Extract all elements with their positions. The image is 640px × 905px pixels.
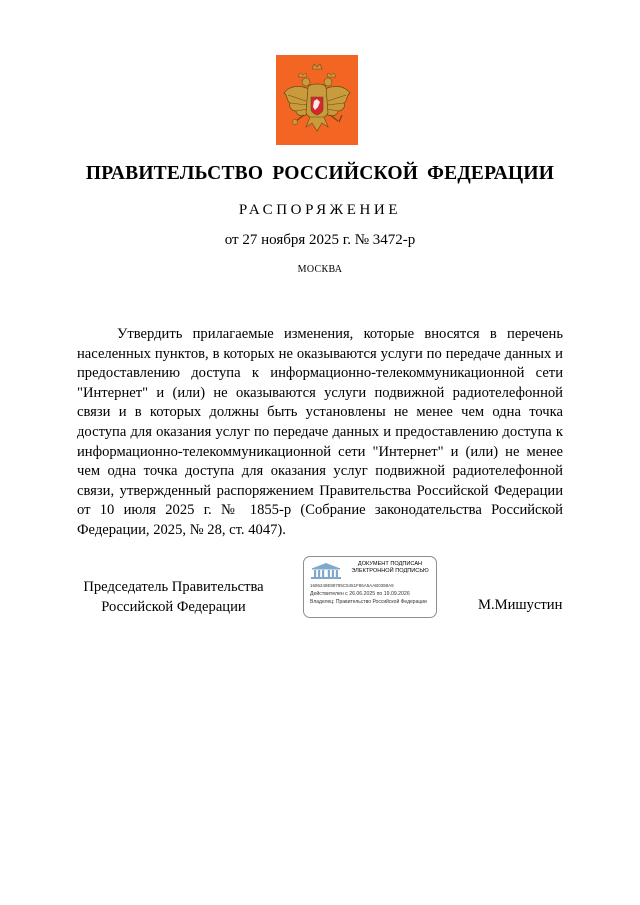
government-building-icon: [309, 561, 343, 580]
esig-valid-period: Действителен с 26.06.2025 по 19.09.2026: [310, 591, 410, 597]
esig-title-line1: ДОКУМЕНТ ПОДПИСАН: [357, 561, 423, 567]
document-type: РАСПОРЯЖЕНИЕ: [238, 202, 402, 218]
esig-serial: 1696248E89795C5451F86A5AAB0398A9: [310, 583, 394, 588]
electronic-signature-stamp: [303, 556, 437, 618]
signer-position-line2: Российской Федерации: [101, 598, 246, 615]
signer-position-line1: Председатель Правительства: [83, 579, 264, 595]
esig-title-line2: ЭЛЕКТРОННОЙ ПОДПИСЬЮ: [351, 568, 429, 575]
esig-title: [346, 561, 434, 576]
document-date-number: от 27 ноября 2025 г. № 3472-р: [224, 232, 416, 248]
signer-position: [76, 578, 271, 617]
document-city: МОСКВА: [297, 264, 343, 275]
signer-name: М.Мишустин: [478, 597, 563, 613]
coat-of-arms-emblem: [276, 55, 358, 145]
russian-coat-of-arms-icon: [276, 55, 358, 145]
esig-owner: Владелец: Правительство Российской Федерации: [310, 599, 427, 605]
government-title: ПРАВИТЕЛЬСТВО РОССИЙСКОЙ ФЕДЕРАЦИИ: [85, 163, 555, 184]
decree-body-paragraph: Утвердить прилагаемые изменения, которые вносятся в перечень населенных пунктов, в которых не оказываются услуги по передаче данных и предоставлению доступа к информационно-телекоммуникационной сети "Интернет" и (или) не оказываются услуги подвижной радиотелефонной связи и в которых должны быть установлены не менее чем одна точка доступа для оказания услуг по передаче данных и предоставлению доступа к информационно-телекоммуникационной сети "Интернет" и (или) не менее чем одна точка доступа для оказания услуг подвижной радиотелефонной связи, утвержденный распоряжением Правительства Российской Федерации от 10 июля 2025 г. № 1855-р (Собрание законодательства Российской Федерации, 2025, № 28, ст. 4047).: [77, 326, 563, 538]
